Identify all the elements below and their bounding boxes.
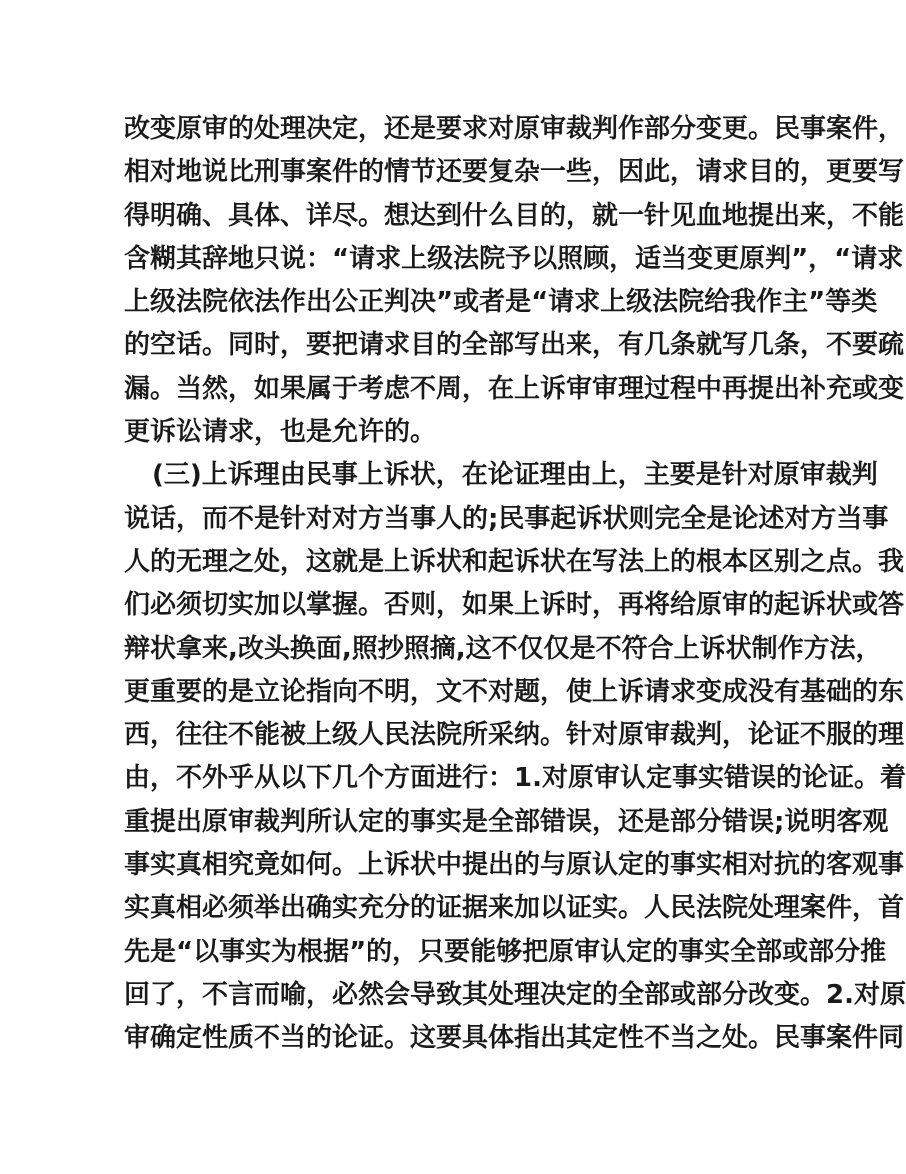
text-line: 含糊其辞地只说：“请求上级法院予以照顾，适当变更原判”，“请求 [124, 243, 904, 274]
text-line: 说话，而不是针对对方当事人的;民事起诉状则完全是论述对方当事 [124, 503, 889, 534]
paragraph-2 [124, 454, 906, 1060]
text-line: 漏。当然，如果属于考虑不周，在上诉审审理过程中再提出补充或变 [124, 373, 905, 404]
text-line: 上级法院依法作出公正判决”或者是“请求上级法院给我作主”等类 [124, 287, 878, 318]
document-body [124, 108, 906, 1061]
text-line: 先是“以事实为根据”的，只要能够把原审认定的事实全部或部分推 [124, 936, 887, 967]
text-line: 由，不外乎从以下几个方面进行：1.对原审认定事实错误的论证。着 [124, 763, 906, 794]
text-line: 辩状拿来,改头换面,照抄照摘,这不仅仅是不符合上诉状制作方法， [124, 633, 882, 664]
text-line: 们必须切实加以掌握。否则，如果上诉时，再将给原审的起诉状或答 [124, 590, 905, 621]
text-line: 相对地说比刑事案件的情节还要复杂一些，因此，请求目的，更要写 [124, 157, 905, 188]
paragraph-1 [124, 108, 905, 454]
text-line: 人的无理之处，这就是上诉状和起诉状在写法上的根本区别之点。我 [124, 546, 905, 577]
text-line: 重提出原审裁判所认定的事实是全部错误，还是部分错误;说明客观 [124, 806, 889, 837]
text-line: (三)上诉理由民事上诉状，在论证理由上，主要是针对原审裁判 [152, 460, 878, 491]
text-line: 审确定性质不当的论证。这要具体指出其定性不当之处。民事案件同 [124, 1023, 905, 1054]
text-line: 事实真相究竟如何。上诉状中提出的与原认定的事实相对抗的客观事 [124, 850, 905, 881]
text-line: 更重要的是立论指向不明，文不对题，使上诉请求变成没有基础的东 [124, 676, 905, 707]
text-line: 实真相必须举出确实充分的证据来加以证实。人民法院处理案件，首 [124, 893, 905, 924]
text-line: 西，往往不能被上级人民法院所采纳。针对原审裁判，论证不服的理 [124, 720, 905, 751]
text-line: 得明确、具体、详尽。想达到什么目的，就一针见血地提出来，不能 [124, 200, 905, 231]
text-line: 的空话。同时，要把请求目的全部写出来，有几条就写几条，不要疏 [124, 330, 905, 361]
text-line: 改变原审的处理决定，还是要求对原审裁判作部分变更。民事案件， [124, 114, 905, 144]
text-line: 更诉讼请求，也是允许的。 [124, 417, 437, 448]
text-line: 回了，不言而喻，必然会导致其处理决定的全部或部分改变。2.对原 [124, 979, 906, 1010]
